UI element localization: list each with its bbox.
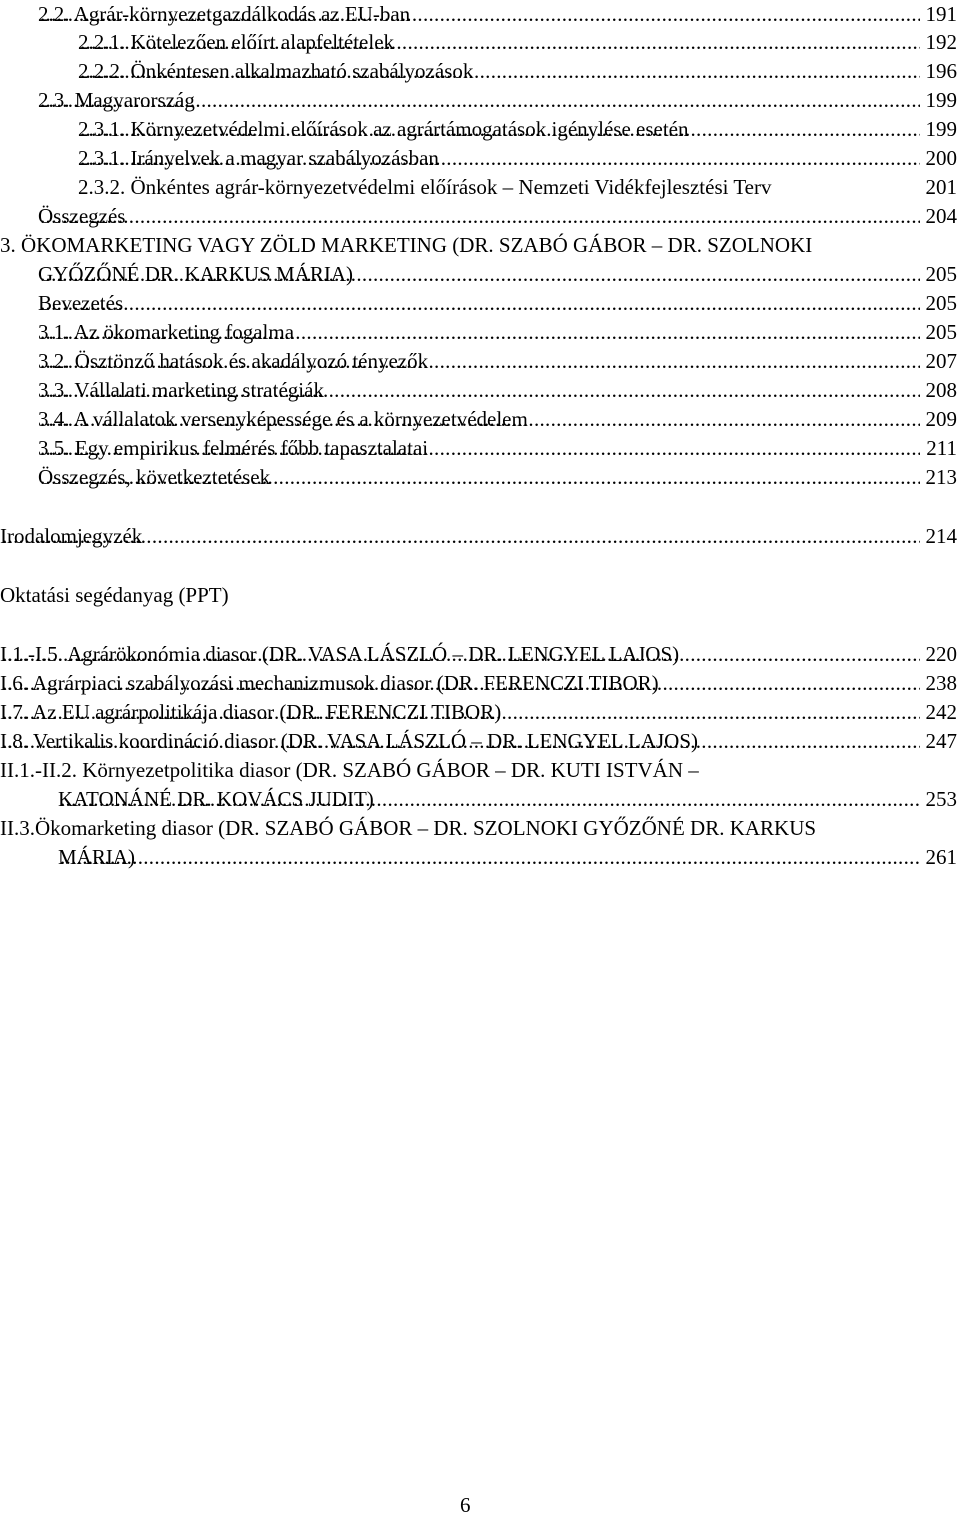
toc-entry-page: 204: [923, 202, 958, 231]
toc-entry-label: I.1.-I.5. Agrárökonómia diasor (DR. VASA LÁSZLÓ – DR. LENGYEL LAJOS): [0, 640, 681, 669]
toc-entry[interactable]: [0, 28, 960, 57]
toc-entry[interactable]: [0, 434, 960, 463]
toc-entry-label: 3. ÖKOMARKETING VAGY ZÖLD MARKETING (DR. SZABÓ GÁBOR – DR. SZOLNOKI: [0, 231, 814, 260]
toc-entry-page: 209: [923, 405, 958, 434]
page-number: 6: [460, 1493, 471, 1517]
toc-entry-page: 205: [923, 260, 958, 289]
toc-entry-page: 261: [923, 843, 958, 872]
toc-entry-label: 3.2. Ösztönző hatások és akadályozó tényezők: [38, 347, 430, 376]
toc-entry-label: Összegzés: [38, 202, 127, 231]
toc-entry-label: MÁRIA): [58, 843, 137, 872]
toc-entry-page: 200: [923, 144, 958, 173]
toc-entry[interactable]: [0, 318, 960, 347]
toc-entry[interactable]: [0, 727, 960, 756]
toc-entry-label: 2.2.1. Kötelezően előírt alapfeltételek: [78, 28, 396, 57]
toc-entry-label: 3.1. Az ökomarketing fogalma: [38, 318, 296, 347]
toc-entry-label: 3.3. Vállalati marketing stratégiák: [38, 376, 326, 405]
toc-entry[interactable]: [0, 640, 960, 669]
toc-entry[interactable]: [0, 144, 960, 173]
toc-entry[interactable]: [0, 173, 960, 202]
toc-entry-label: 3.5. Egy empirikus felmérés főbb tapasztalatai: [38, 434, 430, 463]
toc-entry-label: I.6. Agrárpiaci szabályozási mechanizmusok diasor (DR. FERENCZI TIBOR): [0, 669, 661, 698]
toc-entry-label: Bevezetés: [38, 289, 125, 318]
section-heading: Oktatási segédanyag (PPT): [0, 583, 229, 607]
toc-entry-page: 211: [923, 434, 957, 463]
toc-entry-page: 214: [923, 522, 958, 551]
toc-entry[interactable]: [0, 843, 960, 872]
toc-entry-label: KATONÁNÉ DR. KOVÁCS JUDIT): [58, 785, 376, 814]
toc-entry-label: II.3.Ökomarketing diasor (DR. SZABÓ GÁBOR – DR. SZOLNOKI GYŐZŐNÉ DR. KARKUS: [0, 814, 818, 843]
toc-entry-label: 2.3.1. Irányelvek a magyar szabályozásban: [78, 144, 441, 173]
toc-entry[interactable]: [0, 522, 960, 551]
toc-entry[interactable]: [0, 57, 960, 86]
toc-entry-page: 213: [923, 463, 958, 492]
toc-entry[interactable]: [0, 289, 960, 318]
toc-entry-label: 2.3.1. Környezetvédelmi előírások az agrártámogatások igénylése esetén: [78, 115, 691, 144]
toc-entry-label: I.8. Vertikalis koordináció diasor (DR. VASA LÁSZLÓ – DR. LENGYEL LAJOS): [0, 727, 700, 756]
toc-entry[interactable]: [0, 669, 960, 698]
toc-entry[interactable]: [0, 0, 960, 29]
toc-entry[interactable]: [0, 698, 960, 727]
toc-entry[interactable]: [0, 405, 960, 434]
toc-entry[interactable]: [0, 115, 960, 144]
toc-entry-page: 191: [923, 0, 958, 29]
toc-entry-line1[interactable]: [0, 756, 960, 785]
toc-entry-line1[interactable]: [0, 231, 960, 260]
toc-entry-label: 2.3. Magyarország: [38, 86, 197, 115]
toc-entry-page: 199: [923, 115, 958, 144]
toc-entry-page: 253: [923, 785, 958, 814]
toc-entry-label: 2.2. Agrár-környezetgazdálkodás az EU-ban: [38, 0, 412, 29]
toc-entry[interactable]: [0, 86, 960, 115]
toc-entry-page: 205: [923, 318, 958, 347]
toc-entry-label: II.1.-II.2. Környezetpolitika diasor (DR. SZABÓ GÁBOR – DR. KUTI ISTVÁN –: [0, 756, 701, 785]
toc-entry-line1[interactable]: [0, 814, 960, 843]
toc-entry-label: 3.4. A vállalatok versenyképessége és a környezetvédelem: [38, 405, 530, 434]
toc-entry-page: 207: [923, 347, 958, 376]
toc-entry-page: 242: [923, 698, 958, 727]
toc-entry-page: 192: [923, 28, 958, 57]
toc-entry[interactable]: [0, 260, 960, 289]
toc-entry-label: GYŐZŐNÉ DR. KARKUS MÁRIA): [38, 260, 355, 289]
toc-entry-label: 2.3.2. Önkéntes agrár-környezetvédelmi előírások – Nemzeti Vidékfejlesztési Terv: [78, 173, 774, 202]
toc-entry-page: 238: [923, 669, 958, 698]
toc-entry-label: I.7. Az EU agrárpolitikája diasor (DR. FERENCZI TIBOR): [0, 698, 503, 727]
toc-entry[interactable]: [0, 785, 960, 814]
toc-entry-page: 208: [923, 376, 958, 405]
toc-entry-page: 220: [923, 640, 958, 669]
toc-entry-page: 205: [923, 289, 958, 318]
toc-entry-page: 199: [923, 86, 958, 115]
toc-entry[interactable]: [0, 463, 960, 492]
toc-entry-page: 196: [923, 57, 958, 86]
toc-entry-label: 2.2.2. Önkéntesen alkalmazható szabályozások: [78, 57, 475, 86]
toc-entry-page: 201: [923, 173, 958, 202]
toc-entry-label: Összegzés, következtetések: [38, 463, 272, 492]
toc-entry[interactable]: [0, 202, 960, 231]
toc-entry[interactable]: [0, 376, 960, 405]
toc-entry[interactable]: [0, 347, 960, 376]
toc-entry-label: Irodalomjegyzék: [0, 522, 144, 551]
toc-entry-page: 247: [923, 727, 958, 756]
